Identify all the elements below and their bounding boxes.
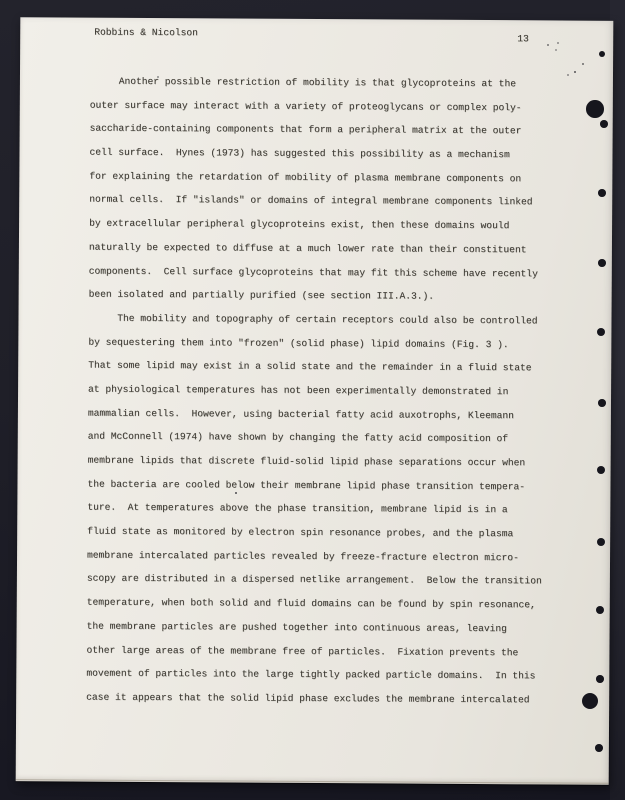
text-line: The mobility and topography of certain receptors could also be controlled <box>88 312 538 327</box>
text-line: fluid state as monitored by electron spin resonance probes, and the plasma <box>87 525 514 540</box>
text-line: at physiological temperatures has not been experimentally demonstrated in <box>88 383 509 398</box>
text-line: membrane lipids that discrete fluid-solid lipid phase separations occur when <box>87 454 526 469</box>
text-line: cell surface. Hynes (1973) has suggested this possibility as a mechanism <box>89 146 510 161</box>
page-number: 13 <box>517 33 529 45</box>
running-head: Robbins & Nicolson <box>94 26 198 39</box>
text-line: membrane intercalated particles revealed by freeze-fracture electron micro- <box>87 549 519 564</box>
text-line: by sequestering them into "frozen" (solid phase) lipid domains (Fig. 3 ). <box>88 336 509 350</box>
body-text <box>86 70 570 712</box>
text-line: the membrane particles are pushed together into continuous areas, leaving <box>86 620 507 634</box>
text-line: Another possible restriction of mobility is that glycoproteins at the <box>89 75 517 90</box>
text-line: components. Cell surface glycoproteins that may fit this scheme have recently <box>88 265 538 279</box>
text-line: ture. At temperatures above the phase transition, membrane lipid is in a <box>87 501 508 516</box>
text-line: for explaining the retardation of mobility of plasma membrane components on <box>89 170 522 185</box>
text-line: naturally be expected to diffuse at a much lower rate than their constituent <box>88 241 527 256</box>
text-line: scopy are distributed in a dispersed netlike arrangement. Below the transition <box>86 573 542 587</box>
text-line: That some lipid may exist in a solid state and the remainder in a fluid state <box>88 359 532 374</box>
text-line: saccharide-containing components that form a peripheral matrix at the outer <box>89 122 522 137</box>
text-line: temperature, when both solid and fluid domains can be found by spin resonance, <box>86 596 536 611</box>
text-line: and McConnell (1974) have shown by changing the fatty acid composition of <box>87 430 509 445</box>
text-line: mammalian cells. However, using bacterial fatty acid auxotrophs, Kleemann <box>87 407 514 421</box>
text-line: by extracellular peripheral glycoproteins exist, then these domains would <box>89 217 510 232</box>
text-line: the bacteria are cooled below their membrane lipid phase transition tempera- <box>87 478 526 492</box>
text-line: normal cells. If "islands" or domains of integral membrane components linked <box>89 194 533 208</box>
text-line: outer surface may interact with a variety of proteoglycans or complex poly- <box>89 99 522 113</box>
text-line: case it appears that the solid lipid phase excludes the membrane intercalated <box>86 691 530 706</box>
text-line: been isolated and partially purified (see section III.A.3.). <box>88 288 435 302</box>
text-line: movement of particles into the large tightly packed particle domains. In this <box>86 667 536 682</box>
manuscript-page <box>16 17 614 785</box>
text-line: other large areas of the membrane free of particles. Fixation prevents the <box>86 644 519 658</box>
